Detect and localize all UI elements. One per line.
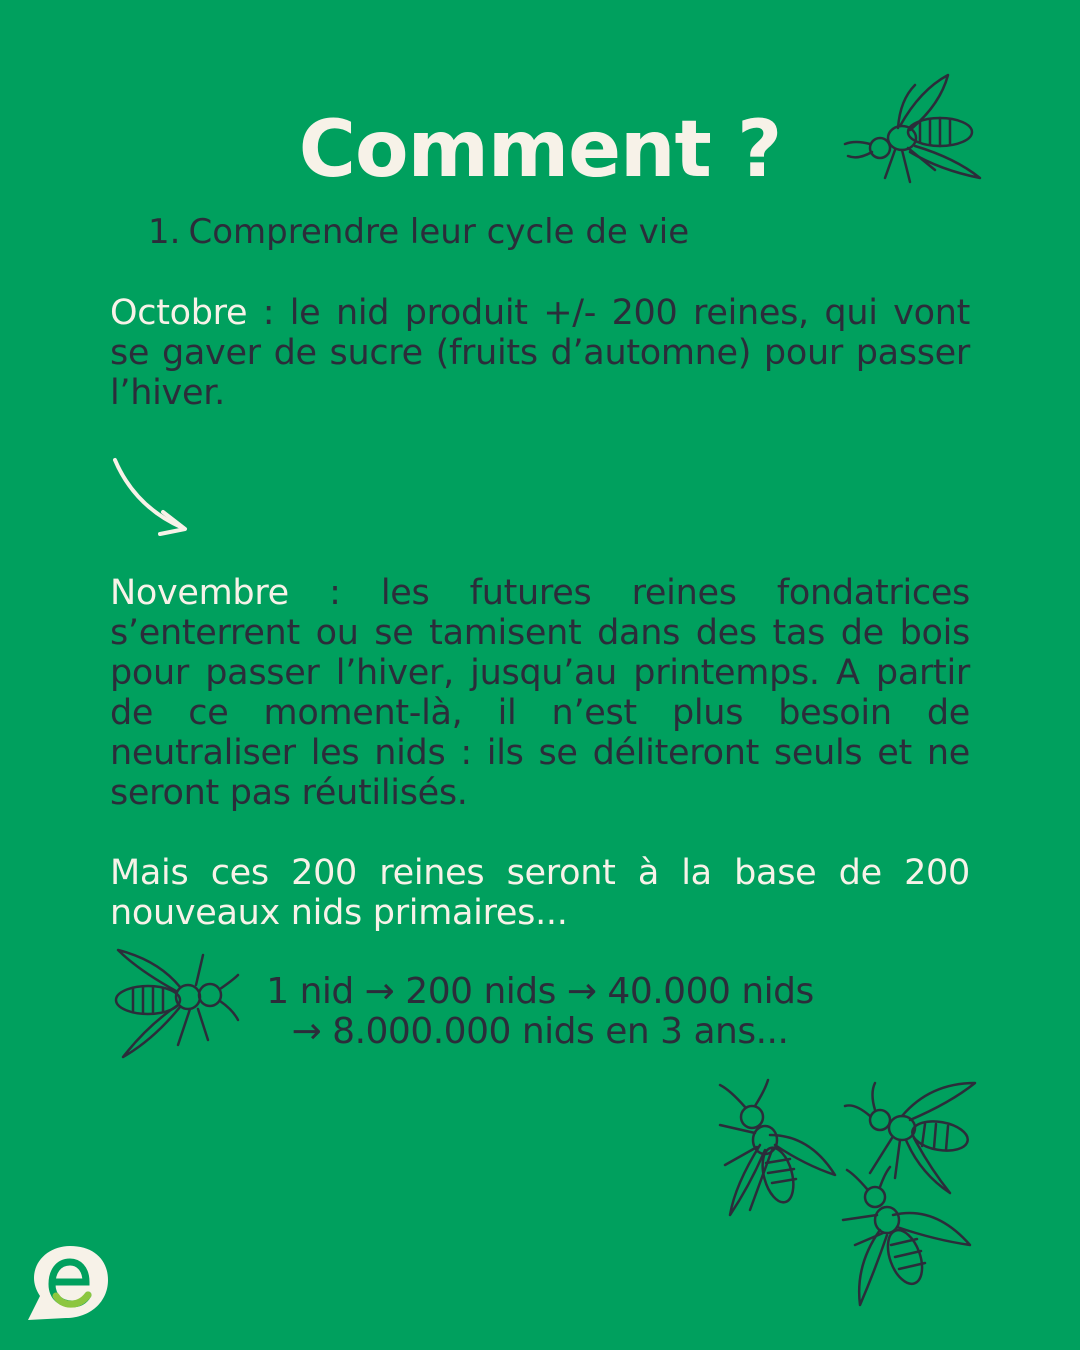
brand-logo-icon (22, 1240, 112, 1325)
paragraph-body: : le nid produit +/- 200 reines, qui vont se gaver de sucre (fruits d’automne) pour passer l’hiver. (110, 293, 970, 413)
paragraph-body: : les futures reines fondatrices s’enterrent ou se tamisent dans des tas de bois pour passer l’hiver, jusqu’au printemps. A partir de ce moment-là, il n’est plus besoin de neutraliser les nids : ils se déliteront seuls et ne seront pas réutilisés. (110, 573, 970, 813)
paragraph-lead: Novembre (110, 573, 289, 613)
section-text: Comprendre leur cycle de vie (188, 212, 690, 252)
paragraph-conclusion: Mais ces 200 reines seront à la base de 200 nouveaux nids primaires... (110, 853, 970, 933)
paragraph-november (110, 573, 970, 813)
paragraph-october (110, 293, 970, 413)
wasp-icon (835, 1165, 975, 1310)
page-title: Comment ? (298, 105, 782, 195)
growth-line-1: 1 nid → 200 nids → 40.000 nids (266, 971, 814, 1012)
arrow-down-right-icon (105, 452, 195, 542)
section-heading (148, 212, 689, 252)
growth-summary (240, 972, 840, 1052)
growth-line-2: → 8.000.000 nids en 3 ans... (291, 1011, 789, 1052)
section-number: 1. (148, 212, 181, 252)
wasp-icon (840, 70, 985, 190)
paragraph-lead: Octobre (110, 293, 248, 333)
wasp-icon (710, 1075, 840, 1225)
wasp-icon (108, 945, 243, 1063)
